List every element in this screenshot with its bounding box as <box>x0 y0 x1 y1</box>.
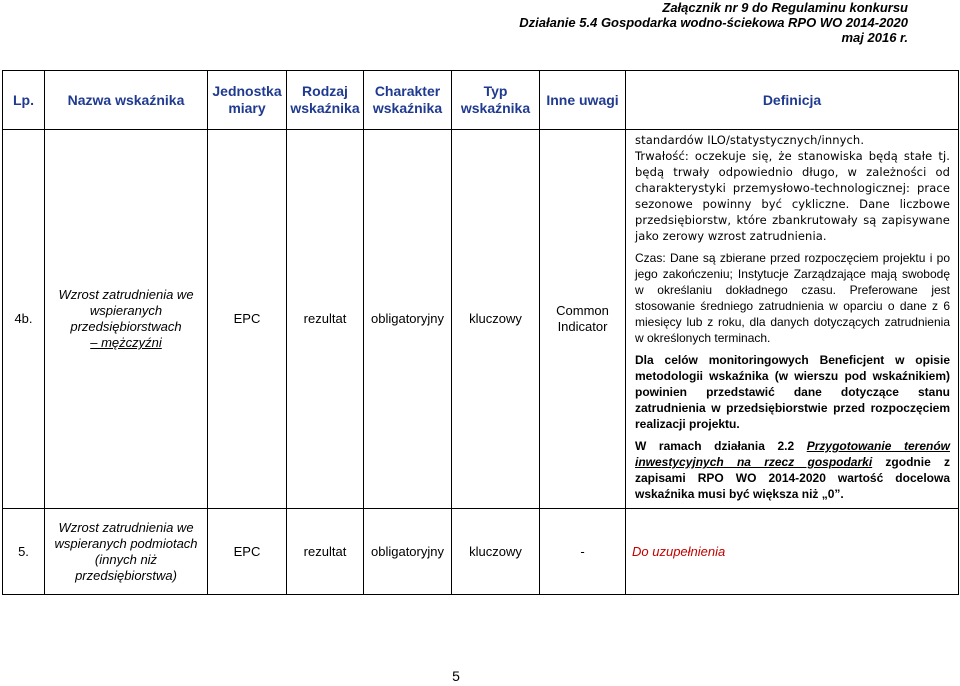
row-lp: 4b. <box>3 130 45 509</box>
header-line-2: Działanie 5.4 Gospodarka wodno-ściekowa RPO WO 2014-2020 <box>519 15 908 30</box>
row-name-main: Wzrost zatrudnienia we wspieranych przedsiębiorstwach <box>58 287 194 334</box>
row-type: kluczowy <box>452 130 540 509</box>
row-type: kluczowy <box>452 509 540 595</box>
row-kind: rezultat <box>287 509 364 595</box>
header-line-1: Załącznik nr 9 do Regulaminu konkursu <box>662 0 908 15</box>
definition-p5 <box>635 438 950 502</box>
col-header-lp: Lp. <box>3 71 45 130</box>
col-header-character: Charakter wskaźnika <box>364 71 452 130</box>
row-notes: - <box>540 509 626 595</box>
row-unit: EPC <box>208 509 287 595</box>
row-definition <box>626 130 959 509</box>
row-character: obligatoryjny <box>364 130 452 509</box>
document-header <box>519 0 908 45</box>
col-header-definition: Definicja <box>626 71 959 130</box>
definition-p5-a: W ramach działania 2.2 <box>635 439 807 453</box>
definition-p4 <box>635 352 950 432</box>
col-header-type: Typ wskaźnika <box>452 71 540 130</box>
row-name <box>45 130 208 509</box>
definition-p4-text: Dla celów monitoringowych Beneficjent w opisie metodologii wskaźnika (w wierszu pod wskaźnikiem) powinien przedstawić dane dotyczące stanu zatrudnienia w przedsiębiorstwie przed rozpoczęciem realizacji projektu. <box>635 353 950 431</box>
col-header-name: Nazwa wskaźnika <box>45 71 208 130</box>
row-name: Wzrost zatrudnienia we wspieranych podmiotach (innych niż przedsiębiorstwa) <box>45 509 208 595</box>
definition-p5-c: zgodnie z zapisami RPO WO 2014-2020 wartość docelowa wskaźnika musi być większa niż „0”. <box>635 455 951 501</box>
row-character: obligatoryjny <box>364 509 452 595</box>
definition-p5-b: Przygotowanie terenów inwestycyjnych na rzecz gospodarki <box>635 439 950 469</box>
row-lp: 5. <box>3 509 45 595</box>
definition-p3: Czas: Dane są zbierane przed rozpoczęciem projektu i po jego zakończeniu; Instytucje Zarządzające mają swobodę w określaniu dokładnego czasu. Preferowane jest stosowanie średniego zatrudnienia w oparciu o dane z 6 miesięcy lub z roku, dla danych dotyczących zatrudnienia w określonych terminach. <box>635 251 950 345</box>
row-definition: Do uzupełnienia <box>626 509 959 595</box>
indicators-table <box>2 70 959 595</box>
table-row <box>3 509 959 595</box>
row-name-sub: – mężczyźni <box>90 335 162 350</box>
header-line-3: maj 2016 r. <box>841 30 908 45</box>
col-header-notes: Inne uwagi <box>540 71 626 130</box>
table-row <box>3 130 959 509</box>
definition-p1: standardów ILO/statystycznych/innych. <box>635 133 865 147</box>
table-header-row <box>3 71 959 130</box>
row-kind: rezultat <box>287 130 364 509</box>
col-header-unit: Jednostka miary <box>208 71 287 130</box>
definition-p2: Trwałość: oczekuje się, że stanowiska będą stałe tj. będą trwały odpowiednio długo, w zależności od charakterystyki przemysłowo-technologicznej: prace sezonowe powinny być cykliczne. Dane liczbowe przedsiębiorstw, które zbankrutowały są zapisywane jako zerowy wzrost zatrudnienia. <box>635 149 950 243</box>
col-header-kind: Rodzaj wskaźnika <box>287 71 364 130</box>
row-notes: Common Indicator <box>540 130 626 509</box>
page-number: 5 <box>452 668 460 684</box>
row-unit: EPC <box>208 130 287 509</box>
